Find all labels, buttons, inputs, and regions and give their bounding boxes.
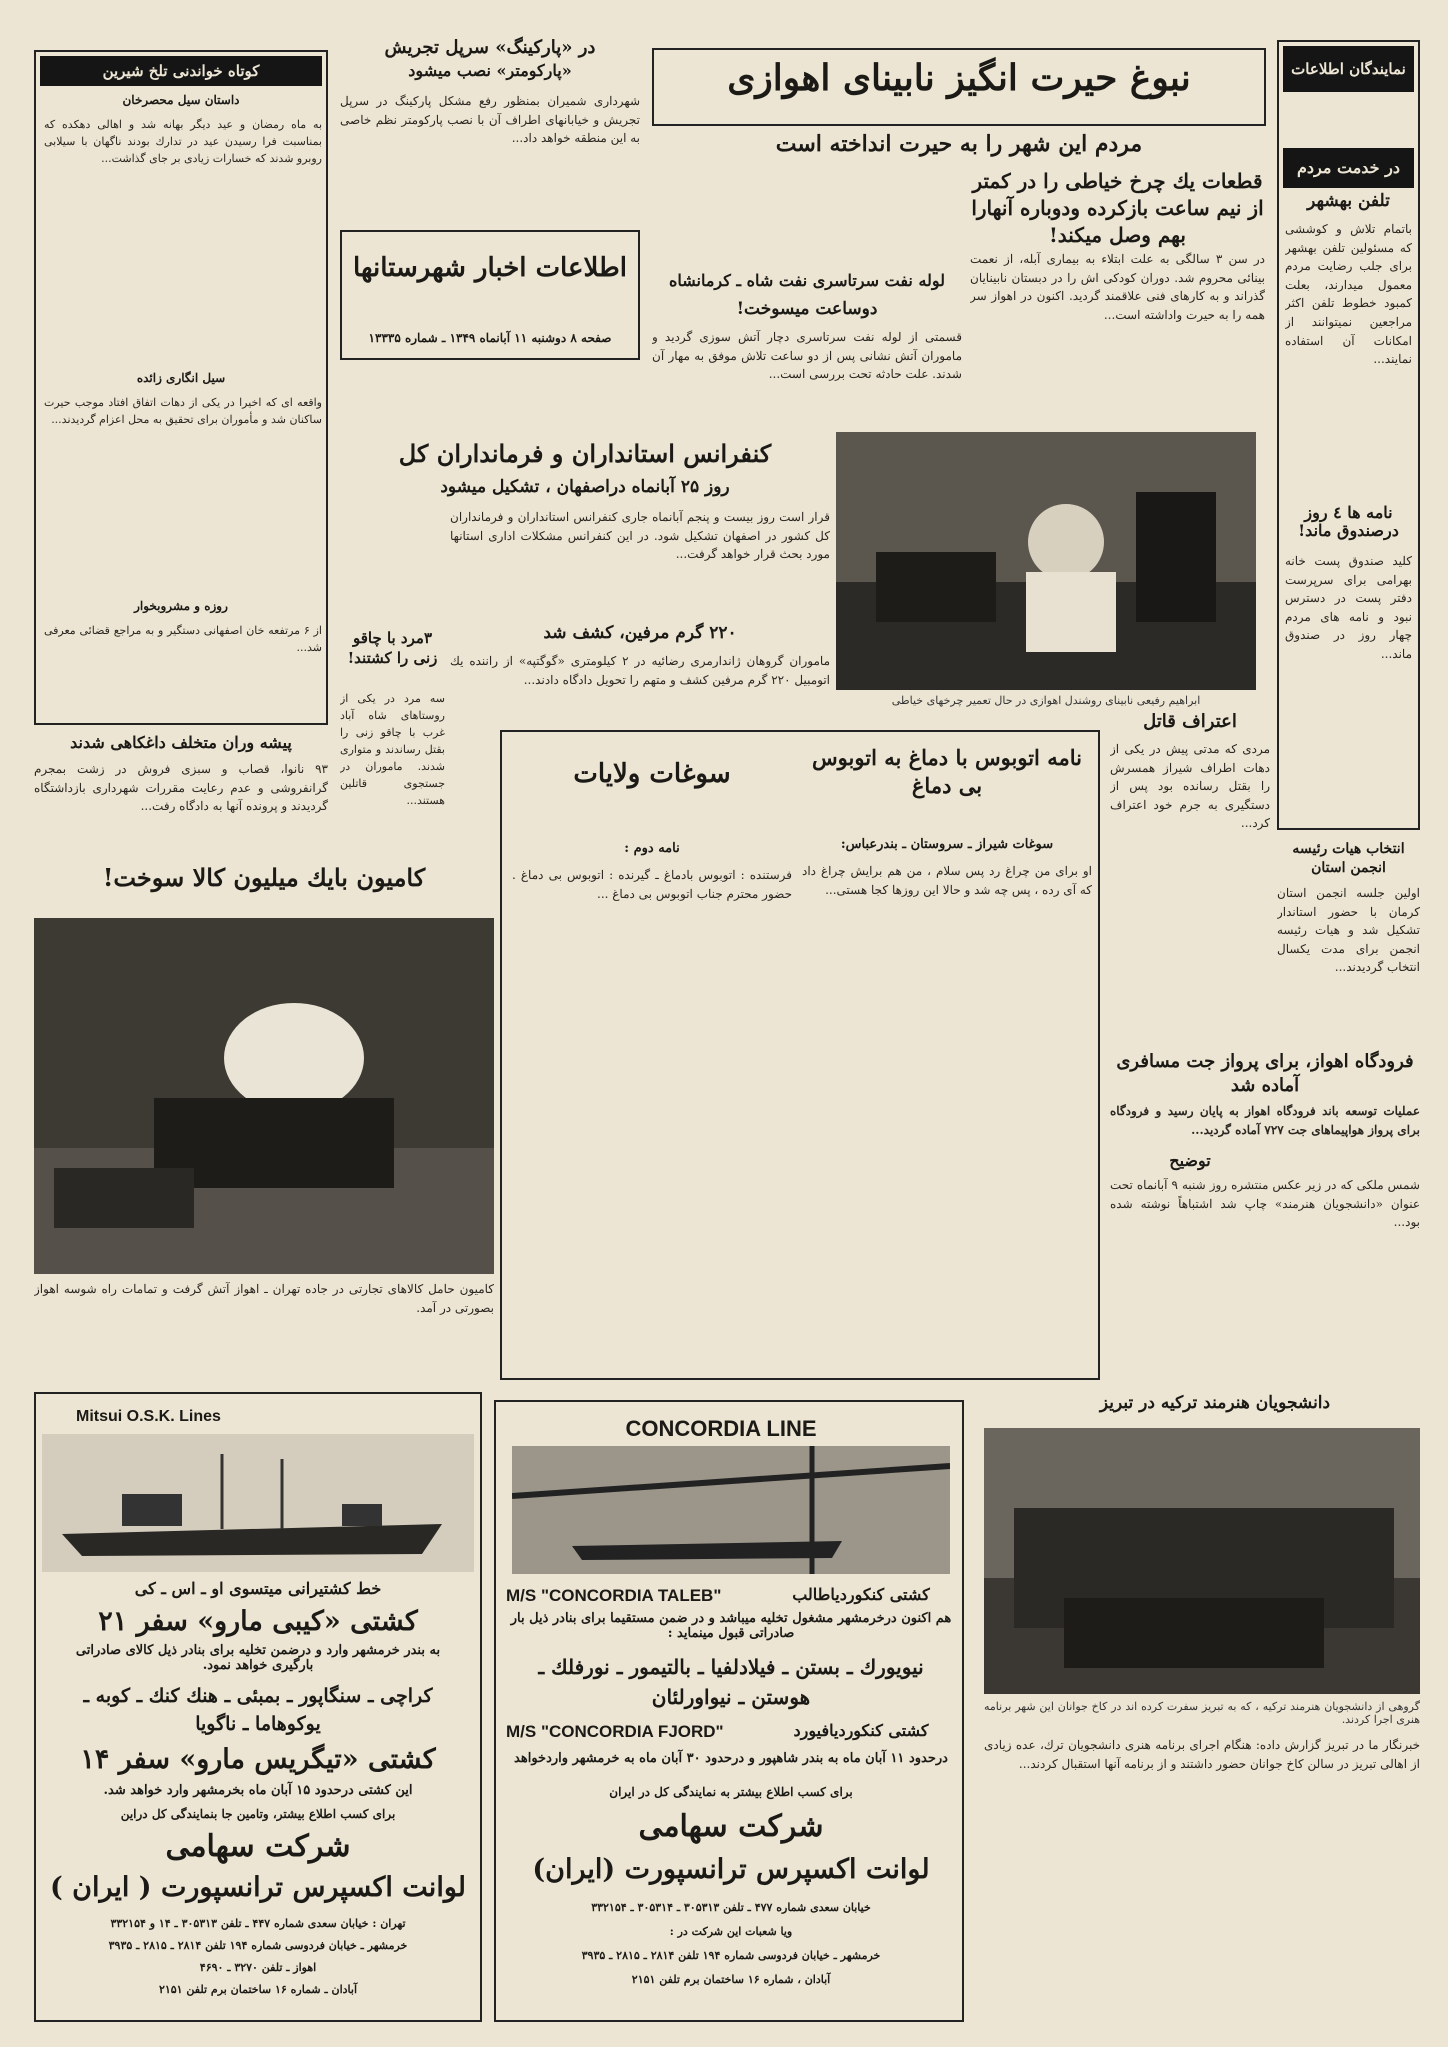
parking-subtitle: «پاركومتر» نصب میشود <box>408 61 572 80</box>
rep-item1-body: باتمام تلاش و كوششی كه مسئولین تلفن بهشهر برای جلب رضایت مردم معمول میدارند، بعلت كمبود خطوط تلفن اكثر مراجعین نمیتوانند از امكانات آن استفاده نمایند... <box>1285 222 1412 367</box>
top-story-deck: قطعات یك چرخ خیاطی را در كمتر از نیم ساعت بازكرده ودوباره آنهارا بهم وصل میكند! <box>971 169 1264 247</box>
concordia-ship1-text: هم اكنون درخرمشهر مشغول تخلیه میباشد و در ضمن مستقیما برای بنادر ذیل بار صادراتی قبول مینماید : <box>510 1611 952 1641</box>
letters-box <box>500 730 1100 1380</box>
students-caption: گروهی از دانشجویان هنرمند تركیه ، كه به تبریز سفرت كرده اند در كاخ جوانان این شهر برنامه هنری اجرا كردند. <box>984 1700 1420 1726</box>
mitsui-company: شركت سهامی <box>165 1829 351 1864</box>
truck-title: كامیون بایك میلیون كالا سوخت! <box>102 863 426 892</box>
masthead-page-info: صفحه ۸ دوشنبه ۱۱ آبانماه ۱۳۴۹ ـ شماره ۱۳۳۳۵ <box>368 331 612 345</box>
masthead-text: اطلاعات اخبار شهرستانها <box>353 253 627 283</box>
concordia-ship-photo <box>512 1446 950 1574</box>
mitsui-ports1: كراچی ـ سنگاپور ـ بمبئی ـ هنك كنك ـ كوبه ـ <box>83 1685 433 1707</box>
association-body: اولین جلسه انجمن استان كرمان با حضور استاندار تشكیل شد و هیات رئیسه انجمن برای مدت یكسال انتخاب گردیدند... <box>1277 886 1420 975</box>
mitsui-addr1: تهران : خیابان سعدی شماره ۴۴۷ ـ تلفن ۳۰۵۳۱۳ ـ ۱۴ و ۳۳۲۱۵۴ <box>110 1917 406 1930</box>
camp-title: پیشه وران متخلف داغكاهی شدند <box>70 733 292 752</box>
letters-body: او برای من چراغ رد پس سلام ، من هم برایش چراغ داد كه آی رده ، پس چه شد و حالا این روزها كجا هستی... <box>802 864 1092 897</box>
concordia-company-name: لوانت اكسپرس ترانسپورت (ایران) <box>532 1854 930 1885</box>
mitsui-ship1: كشتی «كیبی مارو» سفر ۲۱ <box>98 1606 418 1637</box>
mitsui-ship-photo <box>42 1434 474 1572</box>
parking-body: شهرداری شمیران بمنظور رفع مشكل پاركینگ در سرپل تجریش و خیابانهای اطراف آن با نصب پاركومتر نظم خاصی به این منطقه خواهد داد... <box>340 94 640 146</box>
representatives-title: نمایندگان اطلاعات <box>1283 46 1414 92</box>
burning-truck-photo <box>34 918 494 1274</box>
concordia-addr3: خرمشهر ـ خیابان فردوسی شماره ۱۹۴ تلفن ۲۸۱۴ ـ ۲۸۱۵ ـ ۳۹۳۵ <box>581 1949 881 1962</box>
concordia-company: شركت سهامی <box>638 1809 824 1844</box>
mitsui-info: برای كسب اطلاع بیشتر، وتامین جا بنمایندگی كل دراین <box>120 1807 396 1821</box>
short-sweet-title: كوتاه خواندنی تلخ شیرین <box>40 56 322 86</box>
letters-sign: نامه دوم : <box>624 841 680 856</box>
masthead-box <box>340 230 640 360</box>
top-story-photo <box>836 432 1256 690</box>
clarification-body: شمس ملكی كه در زیر عكس منتشره روز شنبه ۹ آبانماه تحت عنوان «دانشجویان هنرمند» چاپ شد اشتباهاً نوشته شده بود... <box>1110 1178 1420 1230</box>
short-sweet-section1: داستان سیل محصرخان <box>122 93 240 107</box>
concordia-ship-icon <box>512 1446 950 1574</box>
mitsui-addr2: خرمشهر ـ خیابان فردوسی شماره ۱۹۴ تلفن ۲۸۱۴ ـ ۲۸۱۵ ـ ۳۹۳۵ <box>108 1939 408 1952</box>
pipeline-title: لوله نفت سرتاسری نفت شاه ـ كرمانشاه <box>668 271 946 290</box>
short-sweet-section3: روزه و مشروبخوار <box>134 599 228 613</box>
top-story-body: در سن ۳ سالگی به علت ابتلاء به بیماری آبله، از نعمت بینائی محروم شد. دوران كودكی اش را در دبستان نابینایان گذراند و به كارهای فنی علاقمند گردید. اكنون در اهواز سر همه را به حیرت واداشته است... <box>970 252 1265 322</box>
top-story-photo-caption: ابراهیم رفیعی نابینای روشندل اهوازی در حال تعمیر چرخهای خیاطی <box>891 694 1201 707</box>
short-sweet-body1: به ماه رمضان و عید دیگر بهانه شد و اهالی دهكده كه بمناسبت فرا رسیدن عید در تدارك بودند ناگهان با سیلابی روبرو شدند كه خسارات زیادی بر جای گذاشت... <box>44 118 322 166</box>
representatives-subtitle: در خدمت مردم <box>1283 148 1414 188</box>
top-story-headline-box <box>652 48 1266 126</box>
mitsui-ship1-text: به بندر خرمشهر وارد و درضمن تخلیه برای بنادر ذیل كالای صادراتی بارگیری خواهد نمود. <box>75 1643 441 1673</box>
pipeline-body: قسمتی از لوله نفت سرتاسری دچار آتش سوزی گردید و ماموران آتش نشانی پس از دو ساعت تلاش موفق به مهار آن شدند. علت حادثه تحت بررسی است... <box>652 330 962 382</box>
concordia-ports1: نیویورك ـ بستن ـ فیلادلفیا ـ بالتیمور ـ نورفلك ـ <box>538 1655 924 1679</box>
rep-item1-title: تلفن بهشهر <box>1307 191 1390 211</box>
short-sweet-box <box>34 50 328 725</box>
concordia-info: برای كسب اطلاع بیشتر به نمایندگی كل در ایران <box>609 1785 853 1799</box>
concordia-brand: CONCORDIA LINE <box>625 1416 817 1441</box>
concordia-ship1: M/S "CONCORDIA TALEB" <box>506 1586 722 1605</box>
concordia-addr4: آبادان ، شماره ۱۶ ساختمان برم تلفن ۲۱۵۱ <box>631 1973 831 1986</box>
students-photo <box>984 1428 1420 1694</box>
sewing-machine-photo <box>836 432 1256 690</box>
conference-subtitle: روز ۲۵ آبانماه دراصفهان ، تشكیل میشود <box>440 477 730 497</box>
short-sweet-section2: سیل انگاری زائده <box>136 371 226 385</box>
students-title: دانشجویان هنرمند تركیه در تبریز <box>1099 1393 1331 1413</box>
conference-body: قرار است روز بیست و پنجم آبانماه جاری كنفرانس استانداران و فرمانداران كل كشور در اصفهان تشكیل شود. در این كنفرانس مشكلات اداری استانها مورد بحث قرار خواهد گرفت... <box>450 510 830 562</box>
concordia-addr2: ویا شعبات این شركت در : <box>669 1925 793 1938</box>
truck-caption: كامیون حامل كالاهای تجارتی در جاده تهران ـ اهواز آتش گرفت و تمامات راه شوسه اهواز بصورتی در آمد. <box>34 1282 494 1315</box>
concordia-ship1-fa: كشتی كنكوردیاطالب <box>792 1585 930 1604</box>
mitsui-ship-icon <box>42 1434 474 1572</box>
mitsui-company-name: لوانت اكسپرس ترانسپورت ( ایران ) <box>49 1872 466 1903</box>
clarification-title: توضیح <box>1169 1151 1211 1170</box>
mitsui-ad <box>34 1392 482 2022</box>
concordia-ship2: M/S "CONCORDIA FJORD" <box>506 1722 724 1741</box>
truck-photo <box>34 918 494 1274</box>
association-title: انتخاب هیات رئیسه انجمن استان <box>1292 841 1405 876</box>
concordia-ad <box>494 1400 964 2022</box>
parking-title: در «پاركینگ» سرپل تجریش <box>384 37 596 58</box>
confession-title: اعتراف قاتل <box>1143 711 1237 732</box>
mitsui-ship2: كشتی «تیگریس مارو» سفر ۱۴ <box>80 1744 436 1775</box>
concordia-ship2-text: درحدود ۱۱ آبان ماه به بندر شاهپور و درحدود ۳۰ آبان ماه به خرمشهر واردخواهد <box>514 1751 948 1766</box>
rep-item2-body: كلید صندوق پست خانه بهرامی برای سرپرست دفتر پست در دسترس نبود و نامه های مردم چهار روز در صندوق ماند... <box>1285 554 1412 661</box>
letters-title: نامه اتوبوس با دماغ به اتوبوس بی دماغ <box>812 745 1082 799</box>
morphine-title: ۲۲۰ گرم مرفین، كشف شد <box>543 623 737 643</box>
mitsui-line: خط كشتیرانی میتسوی او ـ اس ـ كی <box>134 1579 382 1598</box>
representatives-box <box>1277 40 1420 830</box>
letters-body2: فرستنده : اتوبوس بادماغ ـ گیرنده : اتوبوس بی دماغ . حضور محترم جناب اتوبوس بی دماغ ... <box>512 868 792 901</box>
mitsui-brand: Mitsui O.S.K. Lines <box>76 1408 221 1425</box>
mitsui-addr4: آبادان ـ شماره ۱۶ ساختمان برم تلفن ۲۱۵۱ <box>158 1983 358 1996</box>
airport-title: فرودگاه اهواز، برای پرواز جت مسافری آماده شد <box>1116 1051 1414 1097</box>
students-group-photo <box>984 1428 1420 1694</box>
concordia-ports2: هوستن ـ نیواورلئان <box>651 1685 811 1709</box>
top-story-subhead: مردم این شهر را به حیرت انداخته است <box>775 131 1143 157</box>
rep-item2-title: نامه ها ٤ روز درصندوق ماند! <box>1298 503 1399 541</box>
letters-subtitle: سوغات شیراز ـ سروستان ـ بندرعباس: <box>840 837 1054 852</box>
conference-title: كنفرانس استانداران و فرمانداران كل <box>398 439 772 468</box>
knife-body: سه مرد در یكی از روستاهای شاه آباد غرب با چاقو زنی را بقتل رساندند و متواری شدند. ماموران در جستجوی قاتلین هستند... <box>340 692 445 808</box>
concordia-addr1: خیابان سعدی شماره ۴۷۷ ـ تلفن ۳۰۵۳۱۳ ـ ۳۰۵۳۱۴ ـ ۳۳۲۱۵۴ <box>591 1901 871 1914</box>
concordia-ship2-fa: كشتی كنكوردیافیورد <box>793 1721 929 1740</box>
top-story-headline: نبوغ حیرت انگیز نابینای اهوازی <box>727 57 1191 99</box>
camp-body: ۹۳ نانوا، قصاب و سبزی فروش در زشت بمجرم گرانفروشی و عدم رعایت مقررات شهرداری بازداشتگاه گردیدند و پرونده آنها به دادگاه رفت... <box>34 762 328 814</box>
mitsui-ship2-text: این كشتی درحدود ۱۵ آبان ماه بخرمشهر وارد خواهد شد. <box>103 1783 413 1798</box>
letters-logo: سوغات ولایات <box>573 759 731 789</box>
morphine-body: ماموران گروهان ژاندارمری رضائیه در ۲ كیلومتری «گوگتپه» از راننده یك اتومبیل ۲۲۰ گرم مرفین كشف و متهم را تحویل دادگاه دادند... <box>450 654 830 687</box>
short-sweet-body3: از ۶ مرتفعه خان اصفهانی دستگیر و به مراجع قضائی معرفی شد... <box>44 624 322 655</box>
mitsui-ports2: یوكوهاما ـ ناگویا <box>195 1713 321 1735</box>
pipeline-subtitle: دوساعت میسوخت! <box>736 299 878 319</box>
short-sweet-body2: واقعه ای كه اخیرا در یكی از دهات اتفاق افتاد موجب حیرت ساكنان شد و مأموران برای تحقیق به محل اعزام گردیدند... <box>44 396 322 427</box>
airport-body: عملیات توسعه باند فرودگاه اهواز به پایان رسید و فرودگاه برای پرواز هواپیماهای جت ۷۲۷ آماده گردید... <box>1110 1104 1420 1137</box>
confession-body: مردی كه مدتی پیش در یكی از دهات اطراف شیراز همسرش را بقتل رسانده بود پس از دستگیری به جرم خود اعتراف كرد... <box>1110 742 1270 831</box>
knife-title: ۳مرد با چاقو زنی را كشتند! <box>347 629 438 668</box>
students-body: خبرنگار ما در تبریز گزارش داده: هنگام اجرای برنامه هنری دانشجویان ترك، عده زیادی از اهالی تبریز در سالن كاخ جوانان حضور داشتند و از برنامه آنها استقبال كردند... <box>984 1738 1420 1771</box>
mitsui-addr3: اهواز ـ تلفن ۳۲۷۰ ـ ۴۶۹۰ <box>199 1961 317 1974</box>
